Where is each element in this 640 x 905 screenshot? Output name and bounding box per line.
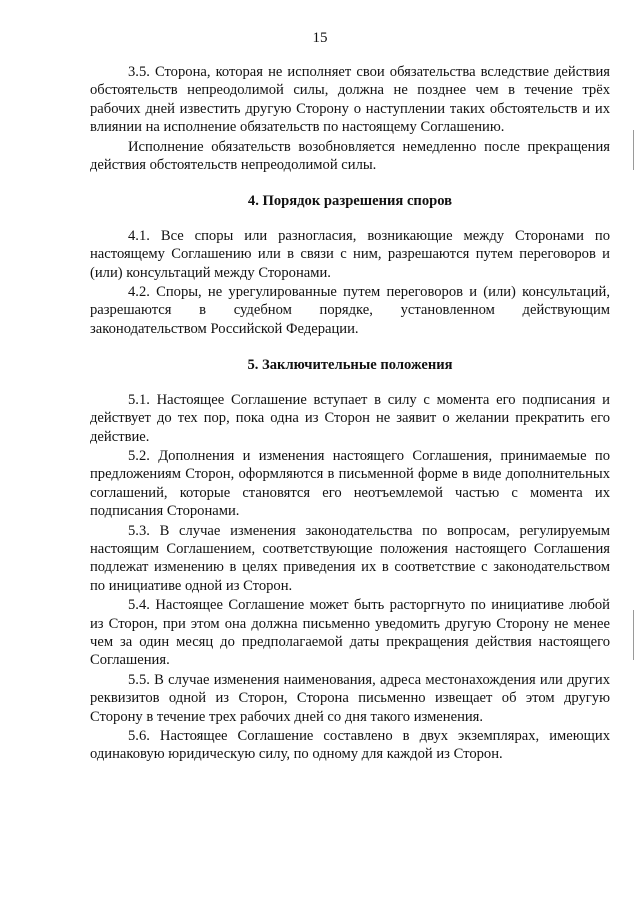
clause-4-1: 4.1. Все споры или разногласия, возникающие между Сторонами по настоящему Соглашению или в связи с ним, разрешаются путем переговоров и (или) консультаций между Сторонами. (90, 227, 610, 281)
clause-resume: Исполнение обязательств возобновляется немедленно после прекращения действия обстоятельств непреодолимой силы. (90, 138, 610, 174)
section-heading-disputes: 4. Порядок разрешения споров (247, 193, 453, 210)
page-number: 15 (312, 30, 328, 46)
clause-5-6: 5.6. Настоящее Соглашение составлено в двух экземплярах, имеющих одинаковую юридическую силу, по одному для каждой из Сторон. (90, 728, 610, 763)
clause-4-2: 4.2. Споры, не урегулированные путем переговоров и (или) консультаций, разрешаются в судебном порядке, установленном действующим законодательством Российской Федерации. (90, 284, 610, 337)
scan-edge-mark (633, 610, 634, 660)
clause-5-4: 5.4. Настоящее Соглашение может быть расторгнуто по инициативе любой из Сторон, при этом она должна письменно уведомить другую Сторону не менее чем за один месяц до предполагаемой даты прекращения действия настоящего Соглашения. (90, 597, 610, 669)
clause-3-5: 3.5. Сторона, которая не исполняет свои обязательства вследствие действия обстоятельств непреодолимой силы, должна не позднее чем в течение трёх рабочих дней известить другую Сторону о наступлении таких обстоятельств и их влиянии на исполнение обязательств по настоящему Соглашению. (90, 64, 610, 136)
clause-5-5: 5.5. В случае изменения наименования, адреса местонахождения или других реквизитов одной из Сторон, Сторона письменно извещает об этом другую Сторону в течение трех рабочих дней со дня такого изменения. (90, 671, 610, 725)
clause-5-2: 5.2. Дополнения и изменения настоящего Соглашения, принимаемые по предложениям Сторон, оформляются в письменной форме в виде дополнительных соглашений, которые становятся его неотъемлемой частью с момента их подписания Сторонами. (90, 447, 610, 520)
document-body (90, 63, 610, 764)
scan-edge-mark (633, 130, 634, 170)
clause-5-1: 5.1. Настоящее Соглашение вступает в силу с момента его подписания и действует до тех пор, пока одна из Сторон не заявит о желании прекратить его действие. (90, 391, 610, 445)
clause-5-3: 5.3. В случае изменения законодательства по вопросам, регулируемым настоящим Соглашением, соответствующие положения настоящего Соглашения подлежат изменению в целях приведения их в соответствие с законодательством по инициативе одной из Сторон. (90, 522, 610, 594)
section-heading-final: 5. Заключительные положения (247, 357, 453, 374)
